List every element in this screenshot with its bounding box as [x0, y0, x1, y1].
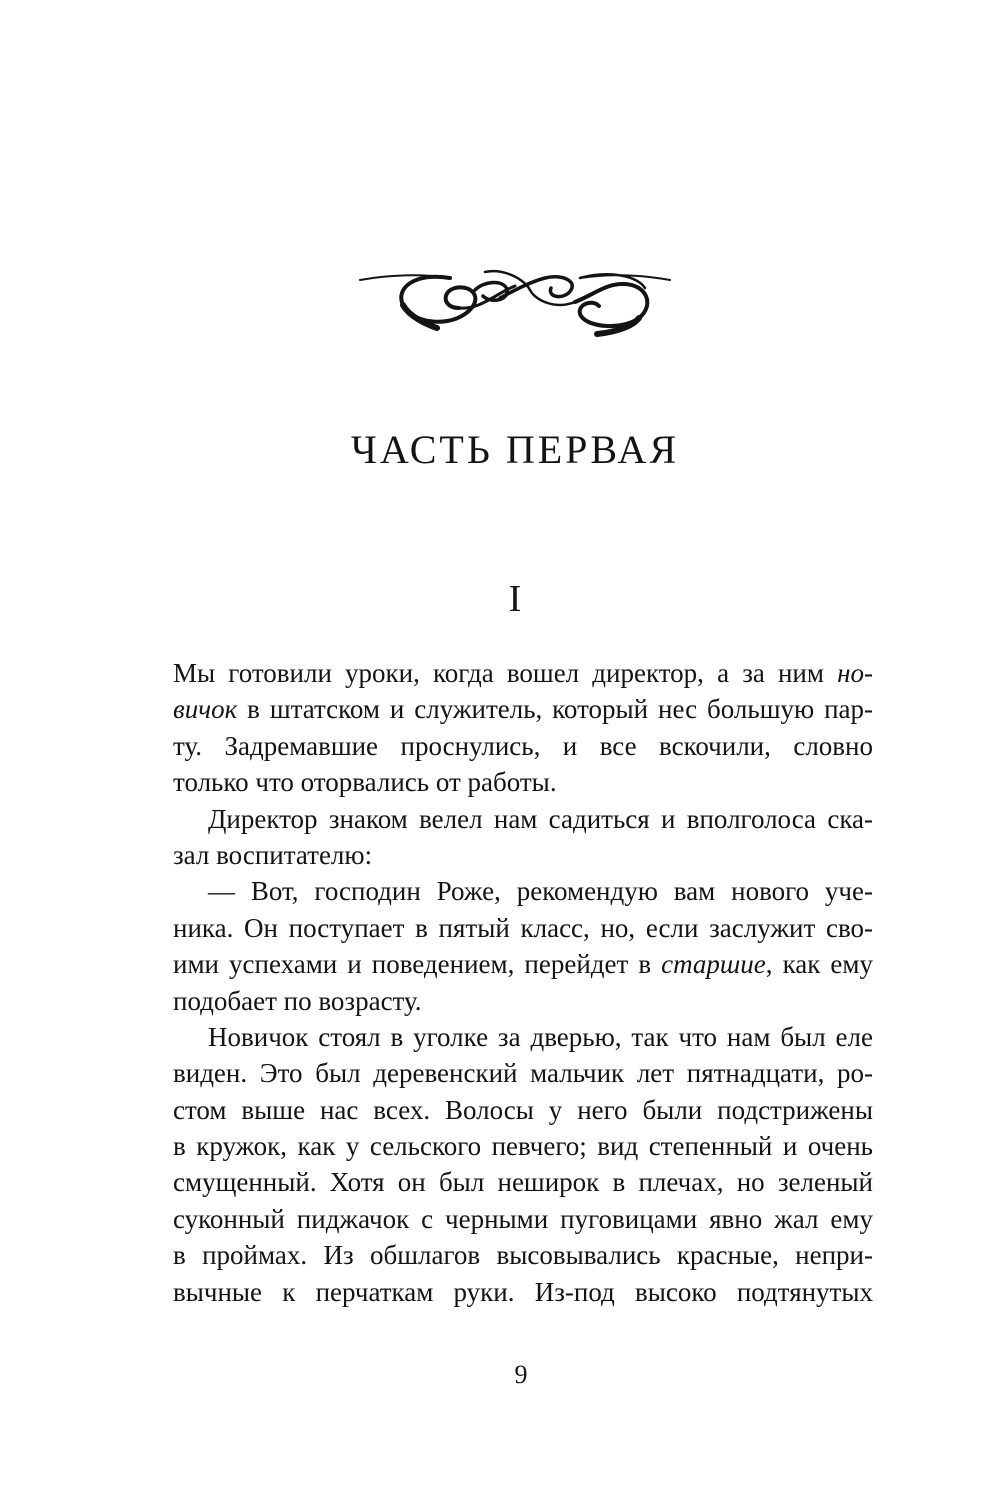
text-line: [173, 764, 873, 800]
text-line: [173, 1055, 873, 1091]
text-segment: ими успехами и поведением, перейдет в: [173, 949, 662, 980]
text-segment: в кружок, как у сельского певчего; вид степенный и очень: [173, 1131, 873, 1162]
paragraph: [173, 655, 873, 801]
text-line: [173, 1092, 873, 1128]
text-line: [173, 691, 873, 727]
text-line: [173, 1274, 873, 1310]
text-line: [173, 910, 873, 946]
chapter-text: [173, 655, 873, 1310]
text-segment: в штатском и служитель, который нес большую пар-: [237, 694, 873, 725]
text-line: [173, 728, 873, 764]
text-line: [173, 801, 873, 837]
text-segment: Директор знаком велел нам садиться и вполголоса ска-: [208, 803, 873, 834]
text-segment: суконный пиджачок с черными пуговицами явно жал ему: [173, 1203, 873, 1234]
text-segment: , как ему: [765, 949, 873, 980]
text-segment: Мы готовили уроки, когда вошел директор, а за ним: [173, 658, 838, 688]
text-segment: виден. Это был деревенский мальчик лет пятнадцати, ро-: [173, 1058, 873, 1089]
chapter-number: I: [508, 578, 522, 620]
italic-text: старшие: [661, 949, 766, 980]
text-line: [173, 1128, 873, 1164]
text-segment: Новичок стоял в уголке за дверью, так что нам был еле: [208, 1021, 873, 1052]
paragraph: [173, 1019, 873, 1310]
part-title: ЧАСТЬ ПЕРВАЯ: [350, 427, 680, 472]
text-line: [173, 1019, 873, 1055]
italic-text: но-: [837, 658, 873, 688]
text-line: [173, 1201, 873, 1237]
text-segment: в проймах. Из обшлагов высовывались красные, непри-: [173, 1240, 873, 1271]
text-line: [173, 655, 873, 691]
text-segment: вычные к перчаткам руки. Из-под высоко подтянутых: [173, 1276, 873, 1307]
flourish-ornament-icon: [355, 250, 675, 340]
text-line: [173, 946, 873, 982]
text-line: [173, 1164, 873, 1200]
italic-text: вичок: [173, 694, 238, 725]
text-segment: ника. Он поступает в пятый класс, но, если заслужит сво-: [173, 912, 873, 943]
text-segment: только что оторвались от работы.: [173, 767, 557, 798]
text-line: [173, 1237, 873, 1273]
text-segment: смущенный. Хотя он был неширок в плечах, но зеленый: [173, 1167, 873, 1198]
page-number: 9: [514, 1360, 528, 1389]
text-segment: ту. Задремавшие проснулись, и все вскочили, словно: [173, 730, 873, 761]
text-line: [173, 983, 873, 1019]
text-line: [173, 873, 873, 909]
text-line: [173, 837, 873, 873]
paragraph: [173, 801, 873, 874]
text-segment: — Вот, господин Роже, рекомендую вам нового уче-: [208, 876, 873, 907]
text-segment: зал воспитателю:: [173, 839, 373, 870]
text-segment: стом выше нас всех. Волосы у него были подстрижены: [173, 1094, 873, 1125]
text-segment: подобает по возрасту.: [173, 985, 422, 1016]
paragraph: [173, 873, 873, 1019]
